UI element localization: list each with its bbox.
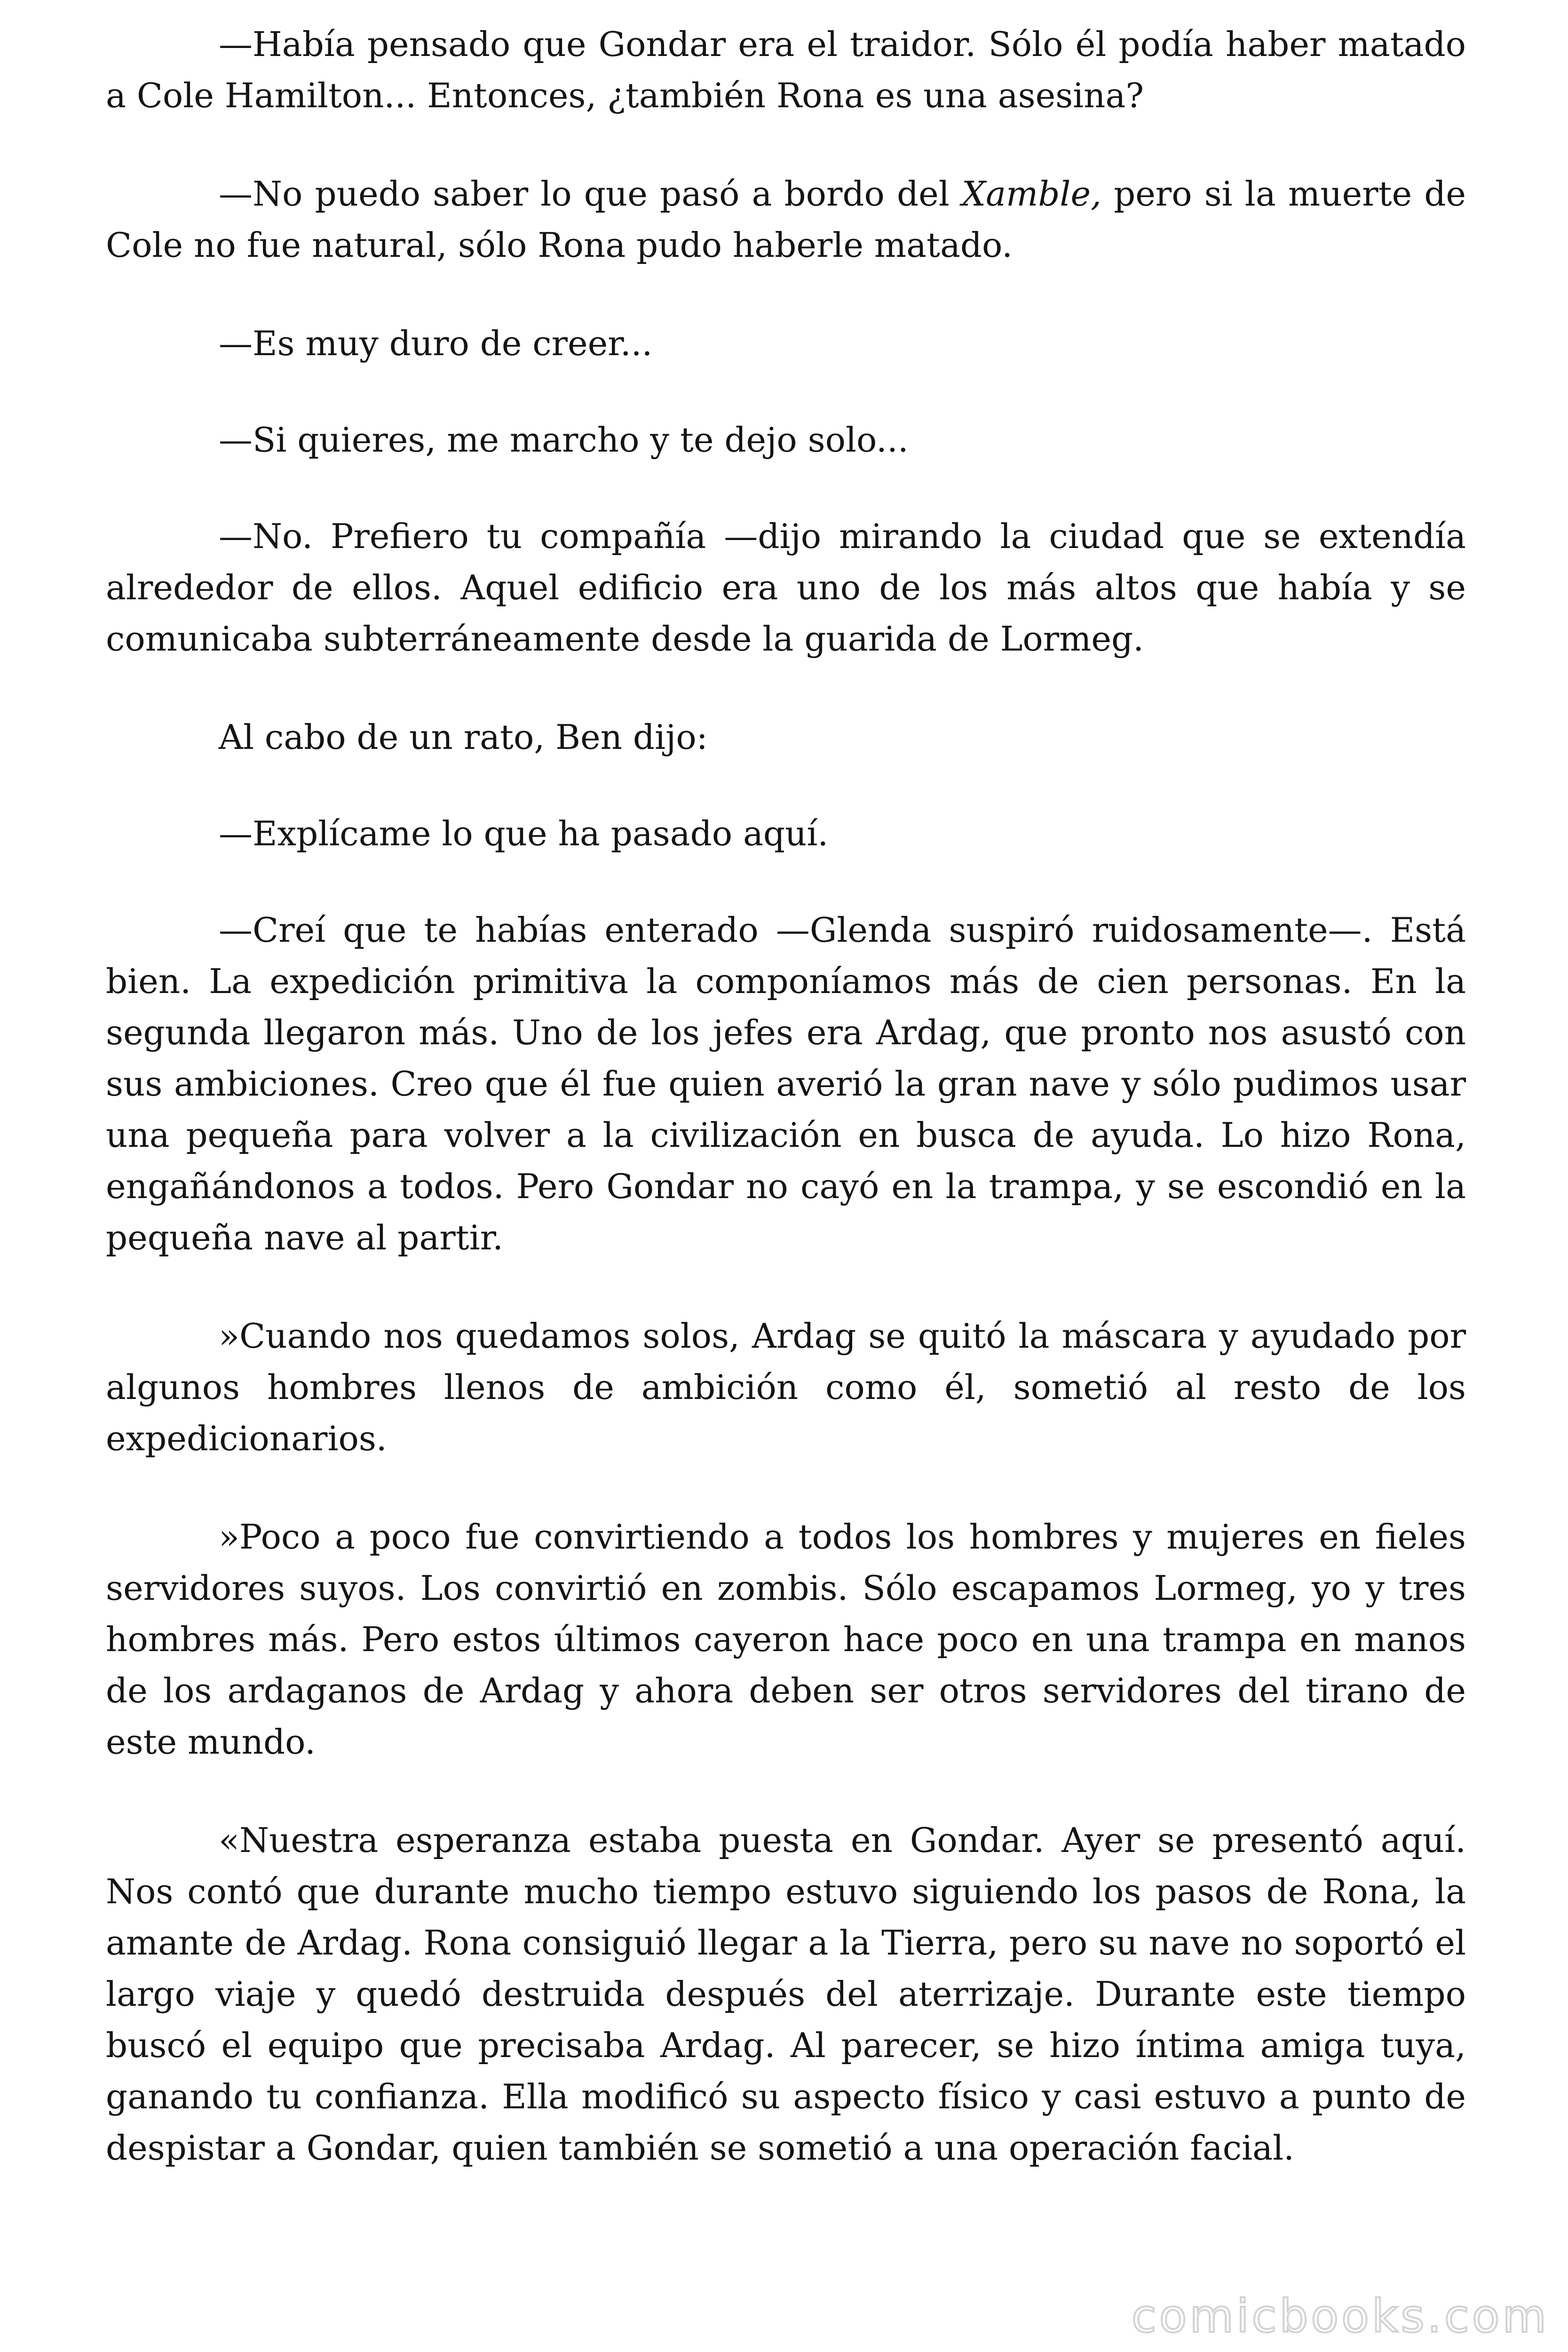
paragraph-2-text-after: pero si la muerte de Cole no fue natural, sólo Rona pudo haberle matado. (106, 174, 1466, 265)
paragraph-6: Al cabo de un rato, Ben dijo: (219, 717, 708, 757)
book-page (106, 19, 1466, 2221)
paragraph-10: »Poco a poco fue convirtiendo a todos los hombres y mujeres en fieles servidores suyos. Los convirtió en zombis. Sólo escapamos Lormeg, yo y tres hombres más. Pero estos últimos cayeron hace poco en una trampa en manos de los ardaganos de Ardag y ahora deben ser otros servidores del tirano de este mundo. (106, 1517, 1466, 1762)
watermark-logo: comicbooks.com (1131, 2290, 1549, 2343)
paragraph-9: »Cuando nos quedamos solos, Ardag se quitó la máscara y ayudado por algunos hombres llenos de ambición como él, sometió al resto de los expedicionarios. (106, 1316, 1466, 1458)
paragraph-1: —Había pensado que Gondar era el traidor. Sólo él podía haber matado a Cole Hamilton... Entonces, ¿también Rona es una asesina? (106, 24, 1466, 115)
paragraph-11: «Nuestra esperanza estaba puesta en Gondar. Ayer se presentó aquí. Nos contó que durante mucho tiempo estuvo siguiendo los pasos de Rona, la amante de Ardag. Rona consiguió llegar a la Tierra, pero su nave no soportó el largo viaje y quedó destruida después del aterrizaje. Durante este tiempo buscó el equipo que precisaba Ardag. Al parecer, se hizo íntima amiga tuya, ganando tu confianza. Ella modificó su aspecto físico y casi estuvo a punto de despistar a Gondar, quien también se sometió a una operación facial. (106, 1820, 1466, 2168)
ship-name-italic: Xamble, (961, 174, 1101, 214)
paragraph-3: —Es muy duro de creer... (219, 324, 653, 363)
paragraph-2-text-before: —No puedo saber lo que pasó a bordo del (219, 174, 962, 214)
paragraph-8: —Creí que te habías enterado —Glenda suspiró ruidosamente—. Está bien. La expedición primitiva la componíamos más de cien personas. En la segunda llegaron más. Uno de los jefes era Ardag, que pronto nos asustó con sus ambiciones. Creo que él fue quien averió la gran nave y sólo pudimos usar una pequeña para volver a la civilización en busca de ayuda. Lo hizo Rona, engañándonos a todos. Pero Gondar no cayó en la trampa, y se escondió en la pequeña nave al partir. (106, 910, 1466, 1257)
paragraph-2 (106, 168, 1466, 271)
paragraph-7: —Explícame lo que ha pasado aquí. (219, 814, 829, 853)
paragraph-4: —Si quieres, me marcho y te dejo solo... (219, 420, 909, 460)
paragraph-5: —No. Prefiero tu compañía —dijo mirando la ciudad que se extendía alrededor de ellos. Aquel edificio era uno de los más altos que había y se comunicaba subterráneamente desde la guarida de Lormeg. (106, 516, 1466, 659)
